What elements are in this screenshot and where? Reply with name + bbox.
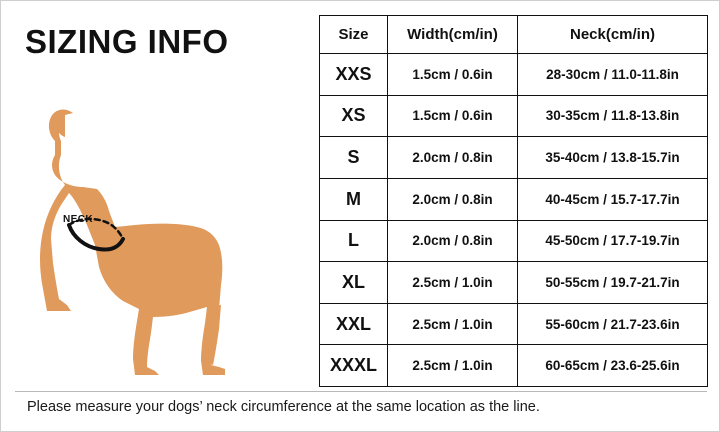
cell-size: XXS: [320, 54, 388, 96]
divider: [15, 391, 707, 392]
table-row: [320, 95, 708, 137]
cell-width: 2.5cm / 1.0in: [388, 262, 518, 304]
cell-neck: 60-65cm / 23.6-25.6in: [518, 345, 708, 387]
column-header-size: Size: [320, 16, 388, 54]
cell-size: XXL: [320, 303, 388, 345]
table-row: [320, 262, 708, 304]
table-row: [320, 303, 708, 345]
table-header-row: [320, 16, 708, 54]
size-table: [319, 15, 708, 387]
measurement-instruction: Please measure your dogs’ neck circumference at the same location as the line.: [27, 399, 540, 415]
cell-neck: 50-55cm / 19.7-21.7in: [518, 262, 708, 304]
cell-neck: 28-30cm / 11.0-11.8in: [518, 54, 708, 96]
cell-width: 2.0cm / 0.8in: [388, 220, 518, 262]
cell-size: S: [320, 137, 388, 179]
table-row: [320, 345, 708, 387]
dog-body-shape: [40, 110, 225, 375]
cell-neck: 35-40cm / 13.8-15.7in: [518, 137, 708, 179]
table-row: [320, 54, 708, 96]
column-header-width: Width(cm/in): [388, 16, 518, 54]
cell-size: XXXL: [320, 345, 388, 387]
cell-size: L: [320, 220, 388, 262]
table-row: [320, 137, 708, 179]
table-row: [320, 220, 708, 262]
cell-size: XS: [320, 95, 388, 137]
cell-neck: 45-50cm / 17.7-19.7in: [518, 220, 708, 262]
column-header-neck: Neck(cm/in): [518, 16, 708, 54]
cell-width: 2.5cm / 1.0in: [388, 303, 518, 345]
neck-label: NECK: [63, 214, 93, 225]
table-row: [320, 178, 708, 220]
cell-width: 1.5cm / 0.6in: [388, 54, 518, 96]
cell-width: 1.5cm / 0.6in: [388, 95, 518, 137]
illustration-panel: [1, 1, 315, 432]
cell-neck: 40-45cm / 15.7-17.7in: [518, 178, 708, 220]
cell-width: 2.0cm / 0.8in: [388, 178, 518, 220]
cell-width: 2.0cm / 0.8in: [388, 137, 518, 179]
cell-neck: 30-35cm / 11.8-13.8in: [518, 95, 708, 137]
page-title: SIZING INFO: [25, 23, 229, 60]
cell-neck: 55-60cm / 21.7-23.6in: [518, 303, 708, 345]
cell-size: XL: [320, 262, 388, 304]
size-chart: [319, 15, 707, 387]
cell-width: 2.5cm / 1.0in: [388, 345, 518, 387]
dog-side-view-illustration: [11, 77, 311, 377]
cell-size: M: [320, 178, 388, 220]
